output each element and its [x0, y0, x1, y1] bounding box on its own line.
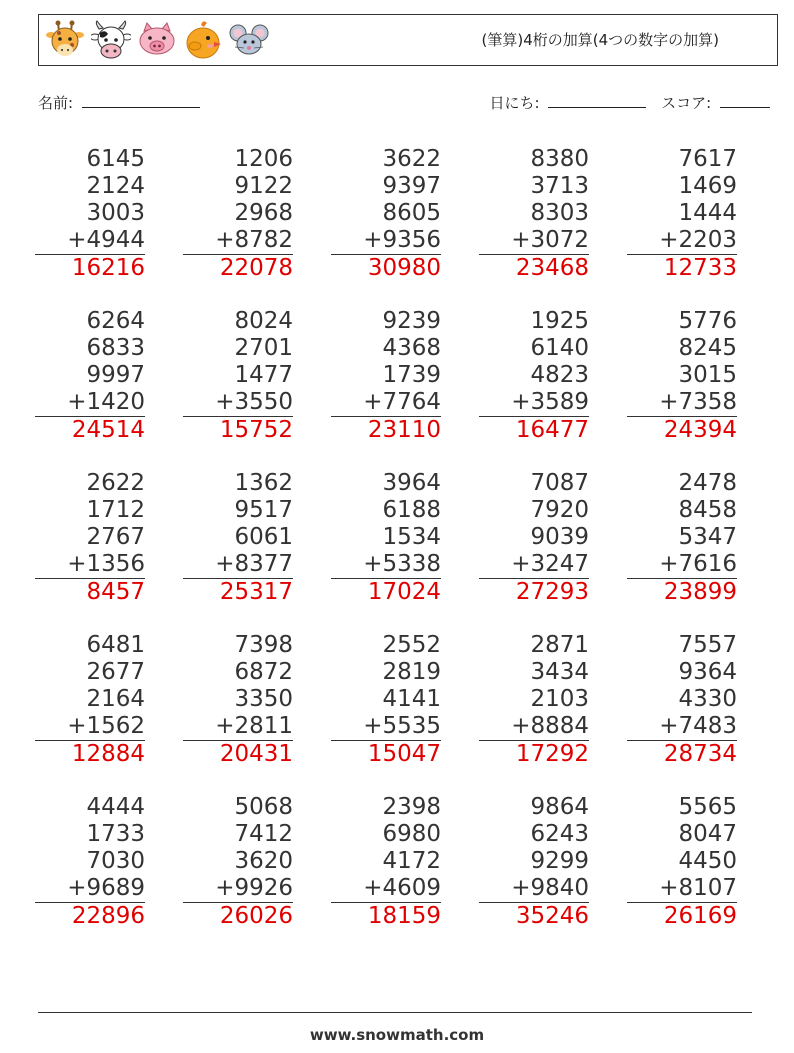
- problem-4: [479, 146, 589, 282]
- answer: 23110: [367, 417, 441, 443]
- answer: 12733: [663, 255, 737, 281]
- addend: 3350: [234, 686, 293, 712]
- addend: 2819: [382, 659, 441, 685]
- problem-15: [627, 470, 737, 606]
- answer: 35246: [515, 903, 589, 929]
- last-addend: +1356: [67, 551, 145, 577]
- addend: 9864: [530, 794, 589, 820]
- addend: 3622: [382, 146, 441, 172]
- problem-2: [183, 146, 293, 282]
- problem-8: [331, 308, 441, 444]
- addend: 6481: [86, 632, 145, 658]
- last-addend: +3589: [511, 389, 589, 415]
- addend: 4141: [382, 686, 441, 712]
- answer: 26026: [219, 903, 293, 929]
- problem-5: [627, 146, 737, 282]
- addend: 1925: [530, 308, 589, 334]
- score-label: スコア:: [661, 94, 712, 112]
- name-blank-line: [82, 93, 200, 108]
- last-addend: +8377: [215, 551, 293, 577]
- addend: 5347: [678, 524, 737, 550]
- last-addend: +4609: [363, 875, 441, 901]
- last-addend: +3072: [511, 227, 589, 253]
- animal-icons: [45, 19, 269, 63]
- answer: 28734: [663, 741, 737, 767]
- problem-6: [35, 308, 145, 444]
- addend: 2677: [86, 659, 145, 685]
- date-score-field: [490, 92, 770, 113]
- addend: 8458: [678, 497, 737, 523]
- answer: 24514: [71, 417, 145, 443]
- addend: 9997: [86, 362, 145, 388]
- date-blank-line: [548, 93, 646, 108]
- addend: 8303: [530, 200, 589, 226]
- problem-13: [331, 470, 441, 606]
- last-addend: +7483: [659, 713, 737, 739]
- addend: 7412: [234, 821, 293, 847]
- problem-9: [479, 308, 589, 444]
- last-addend: +4944: [67, 227, 145, 253]
- addend: 2103: [530, 686, 589, 712]
- last-addend: +7616: [659, 551, 737, 577]
- addend: 5776: [678, 308, 737, 334]
- addend: 2478: [678, 470, 737, 496]
- date-label: 日にち:: [489, 94, 540, 112]
- addend: 9397: [382, 173, 441, 199]
- problem-17: [183, 632, 293, 768]
- addend: 7398: [234, 632, 293, 658]
- addend: 3620: [234, 848, 293, 874]
- problem-25: [627, 794, 737, 930]
- addend: 8047: [678, 821, 737, 847]
- problem-18: [331, 632, 441, 768]
- answer: 12884: [71, 741, 145, 767]
- giraffe-icon: [45, 19, 85, 63]
- addend: 6872: [234, 659, 293, 685]
- answer: 30980: [367, 255, 441, 281]
- addend: 8380: [530, 146, 589, 172]
- problem-11: [35, 470, 145, 606]
- addend: 1477: [234, 362, 293, 388]
- answer: 16216: [71, 255, 145, 281]
- addend: 2398: [382, 794, 441, 820]
- addend: 8024: [234, 308, 293, 334]
- addend: 1469: [678, 173, 737, 199]
- addend: 1362: [234, 470, 293, 496]
- addend: 6061: [234, 524, 293, 550]
- last-addend: +3247: [511, 551, 589, 577]
- answer: 24394: [663, 417, 737, 443]
- last-addend: +8782: [215, 227, 293, 253]
- addend: 2164: [86, 686, 145, 712]
- last-addend: +9689: [67, 875, 145, 901]
- addend: 6264: [86, 308, 145, 334]
- problem-24: [479, 794, 589, 930]
- addend: 4450: [678, 848, 737, 874]
- last-addend: +8107: [659, 875, 737, 901]
- cow-icon: [91, 19, 131, 63]
- last-addend: +8884: [511, 713, 589, 739]
- worksheet-title: (筆算)4桁の加算(4つの数字の加算): [481, 31, 719, 49]
- addend: 9122: [234, 173, 293, 199]
- addend: 1444: [678, 200, 737, 226]
- problem-21: [35, 794, 145, 930]
- answer: 16477: [515, 417, 589, 443]
- addend: 9364: [678, 659, 737, 685]
- addend: 9239: [382, 308, 441, 334]
- footer-site: www.snowmath.com: [309, 1026, 485, 1044]
- answer: 22078: [219, 255, 293, 281]
- last-addend: +9356: [363, 227, 441, 253]
- answer: 27293: [515, 579, 589, 605]
- addend: 4330: [678, 686, 737, 712]
- addend: 9517: [234, 497, 293, 523]
- addend: 1739: [382, 362, 441, 388]
- addend: 4823: [530, 362, 589, 388]
- last-addend: +9840: [511, 875, 589, 901]
- mouse-icon: [229, 19, 269, 63]
- addend: 3964: [382, 470, 441, 496]
- addend: 5068: [234, 794, 293, 820]
- name-field: [38, 92, 200, 113]
- last-addend: +5338: [363, 551, 441, 577]
- problem-7: [183, 308, 293, 444]
- addend: 6833: [86, 335, 145, 361]
- problem-20: [627, 632, 737, 768]
- addend: 2124: [86, 173, 145, 199]
- last-addend: +2203: [659, 227, 737, 253]
- problem-1: [35, 146, 145, 282]
- addend: 3015: [678, 362, 737, 388]
- answer: 15752: [219, 417, 293, 443]
- answer: 8457: [86, 579, 145, 605]
- last-addend: +1562: [67, 713, 145, 739]
- last-addend: +5535: [363, 713, 441, 739]
- addend: 6243: [530, 821, 589, 847]
- footer-divider: [38, 1012, 752, 1013]
- last-addend: +3550: [215, 389, 293, 415]
- problem-10: [627, 308, 737, 444]
- addend: 3713: [530, 173, 589, 199]
- addend: 6188: [382, 497, 441, 523]
- answer: 22896: [71, 903, 145, 929]
- addend: 7557: [678, 632, 737, 658]
- last-addend: +2811: [215, 713, 293, 739]
- addend: 7617: [678, 146, 737, 172]
- answer: 17292: [515, 741, 589, 767]
- addend: 6980: [382, 821, 441, 847]
- pig-icon: [137, 19, 177, 63]
- addend: 2701: [234, 335, 293, 361]
- problem-22: [183, 794, 293, 930]
- chick-icon: [183, 19, 223, 63]
- name-label: 名前:: [38, 94, 74, 112]
- problem-14: [479, 470, 589, 606]
- addend: 1712: [86, 497, 145, 523]
- problem-16: [35, 632, 145, 768]
- answer: 25317: [219, 579, 293, 605]
- addend: 2622: [86, 470, 145, 496]
- problem-12: [183, 470, 293, 606]
- score-blank-line: [720, 93, 770, 108]
- addend: 7030: [86, 848, 145, 874]
- answer: 26169: [663, 903, 737, 929]
- addend: 4444: [86, 794, 145, 820]
- addend: 3434: [530, 659, 589, 685]
- addend: 4172: [382, 848, 441, 874]
- addend: 6140: [530, 335, 589, 361]
- last-addend: +7764: [363, 389, 441, 415]
- addend: 3003: [86, 200, 145, 226]
- addend: 4368: [382, 335, 441, 361]
- addend: 8605: [382, 200, 441, 226]
- addend: 2552: [382, 632, 441, 658]
- answer: 17024: [367, 579, 441, 605]
- problem-23: [331, 794, 441, 930]
- last-addend: +9926: [215, 875, 293, 901]
- header-box: [38, 14, 778, 66]
- addend: 2871: [530, 632, 589, 658]
- addend: 9039: [530, 524, 589, 550]
- answer: 18159: [367, 903, 441, 929]
- addend: 1733: [86, 821, 145, 847]
- answer: 15047: [367, 741, 441, 767]
- addend: 1534: [382, 524, 441, 550]
- answer: 20431: [219, 741, 293, 767]
- answer: 23468: [515, 255, 589, 281]
- addend: 8245: [678, 335, 737, 361]
- addend: 9299: [530, 848, 589, 874]
- addend: 6145: [86, 146, 145, 172]
- addend: 2968: [234, 200, 293, 226]
- addend: 1206: [234, 146, 293, 172]
- last-addend: +7358: [659, 389, 737, 415]
- addend: 2767: [86, 524, 145, 550]
- answer: 23899: [663, 579, 737, 605]
- last-addend: +1420: [67, 389, 145, 415]
- problem-3: [331, 146, 441, 282]
- addend: 5565: [678, 794, 737, 820]
- problem-19: [479, 632, 589, 768]
- addend: 7920: [530, 497, 589, 523]
- addend: 7087: [530, 470, 589, 496]
